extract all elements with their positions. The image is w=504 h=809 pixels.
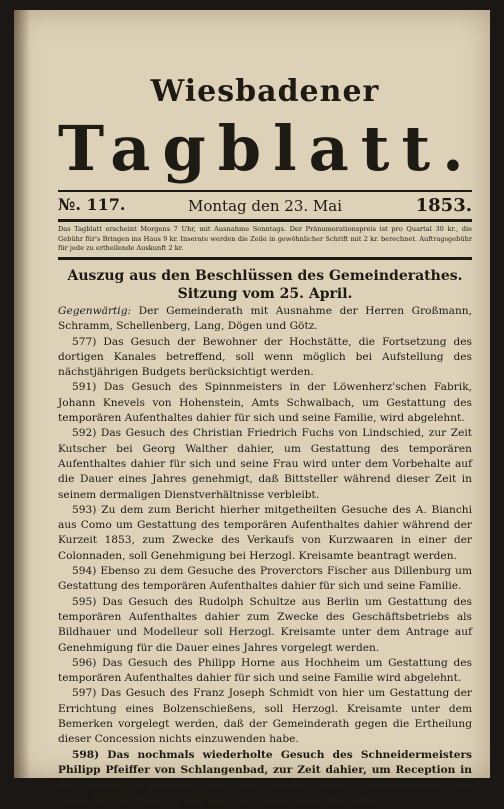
article-subtitle: Sitzung vom 25. April. (177, 286, 353, 302)
paragraph-593: 593) Zu dem zum Bericht hierher mitgetheilten Gesuche des A. Bianchi aus Como um Gestattung des temporären Aufenthaltes dahier während der Kurzeit 1853, zum Zwecke des Verkaufs von Kurzwaaren in einer der Colonnaden, soll Genehmigung bei Herzogl. Kreisamte beantragt werden. (58, 503, 472, 562)
article-body (58, 304, 472, 809)
present-text: Der Gemeinderath mit Ausnahme der Herren Großmann, Schramm, Schellenberg, Lang, Dögen und Götz. (58, 305, 472, 333)
present-line (58, 304, 472, 335)
subscription-notice: Das Tagblatt erscheint Morgens 7 Uhr, mit Ausnahme Sonntags. Der Pränumerationspreis ist pro Quartal 30 kr., die Gebühr für's Bringen ins Haus 9 kr. Inserate werden die Zeile in gewöhnlicher Schrift mit 2 kr. berechnet. Auftragsgebühr für jede zu ertheilende Auskunft 2 kr. (58, 225, 472, 253)
paragraph-595: 595) Das Gesuch des Rudolph Schultze aus Berlin um Gestattung des temporären Aufenthaltes dahier zum Zwecke des Geschäftsbetriebs als Bildhauer und Modelleur soll Herzogl. Kreisamte unter dem Antrage auf Genehmigung für die Dauer eines Jahres vorgelegt werden. (58, 595, 472, 654)
rule-under-notice (58, 257, 472, 260)
paragraph-596: 596) Das Gesuch des Philipp Horne aus Hochheim um Gestattung des temporären Aufenthaltes dahier für sich und seine Familie wird abgelehnt. (58, 656, 472, 685)
paragraph-594: 594) Ebenso zu dem Gesuche des Proverctors Fischer aus Dillenburg um Gestattung des temporären Aufenthaltes dahier für sich und seine Familie. (58, 565, 472, 593)
paragraph-598: 598) Das nochmals wiederholte Gesuch des Schneidermeisters Philipp Pfeiffer von Schlangenbad, zur Zeit dahier, um Reception in die hiesige Stadtgemeinde zum Zwecke seiner Verehelichung mit Anna Maria Wüst en von hier wird abermals abgelehnt. (58, 748, 472, 807)
issue-year: 1853. (415, 195, 472, 216)
issue-date: Montag den 23. Mai (188, 197, 343, 215)
article-title: Auszug aus den Beschlüssen des Gemeinderathes. (67, 268, 463, 284)
paragraph-592: 592) Das Gesuch des Christian Friedrich Fuchs von Lindschied, zur Zeit Kutscher bei Georg Walther dahier, um Gestattung des temporären Aufenthaltes dahier für sich und seine Frau wird unter dem Vorbehalte auf die Dauer eines Jahres genehmigt, daß Bittsteller während dieser Zeit in seinem dermaligen Dienstverhältnisse verbleibt. (58, 427, 472, 501)
issue-number: №. 117. (58, 195, 126, 214)
article-heading (58, 267, 472, 303)
paragraph-577: 577) Das Gesuch der Bewohner der Hochstätte, die Fortsetzung des dortigen Kanales betreffend, soll wenn möglich bei Aufstellung des nächstjährigen Budgets berücksichtigt werden. (58, 335, 472, 379)
masthead-line1: Wiesbadener (150, 74, 380, 109)
paragraph-597: 597) Das Gesuch des Franz Joseph Schmidt von hier um Gestattung der Errichtung eines Bolzenschießens, soll Herzogl. Kreisamte unter dem Bemerken vorgelegt werden, daß der Gemeinderath gegen die Ertheilung dieser Concession nichts einzuwenden habe. (58, 687, 472, 746)
masthead-line2: Tagblatt. (58, 112, 476, 185)
paragraph-591: 591) Das Gesuch des Spinnmeisters in der Löwenherz'schen Fabrik, Johann Knevels von Hohenstein, Amts Schwalbach, um Gestattung des temporären Aufenthaltes dahier für sich und seine Familie, wird abgelehnt. (58, 381, 472, 425)
present-label: Gegenwärtig: (58, 305, 132, 317)
page-fold-shadow (14, 10, 30, 778)
issue-line (58, 193, 472, 219)
rule-under-issue (58, 219, 472, 222)
rule-top (58, 190, 472, 192)
newspaper-page (14, 10, 490, 807)
